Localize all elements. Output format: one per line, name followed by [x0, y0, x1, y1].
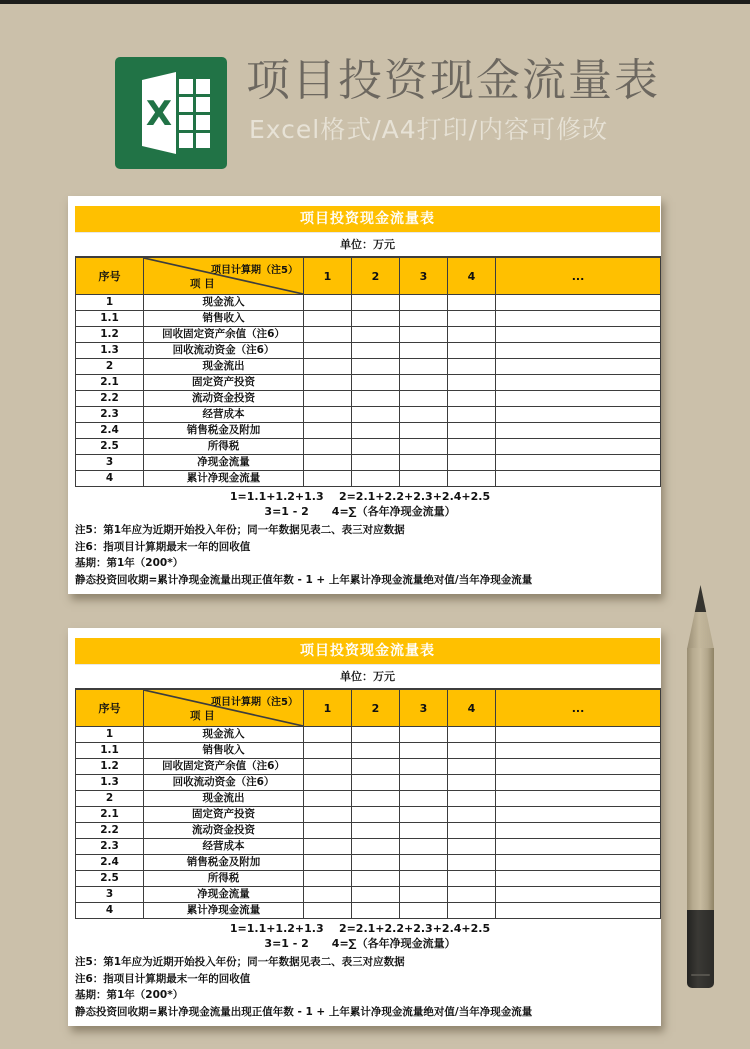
cash-flow-table — [75, 256, 661, 487]
row-number-cell: 1.1 — [76, 743, 144, 759]
corner-top-label: 项目计算期（注5） — [211, 265, 298, 276]
item-name-cell: 累计净现金流量 — [144, 903, 304, 919]
value-cell — [400, 839, 448, 855]
item-name-cell: 销售税金及附加 — [144, 423, 304, 439]
row-number-cell: 1.2 — [76, 327, 144, 343]
value-cell — [400, 471, 448, 487]
value-cell — [400, 855, 448, 871]
table-row — [76, 887, 661, 903]
value-cell — [496, 855, 661, 871]
value-cell — [304, 887, 352, 903]
table-row — [76, 871, 661, 887]
value-cell — [496, 471, 661, 487]
value-cell — [304, 903, 352, 919]
diagonal-header-cell — [144, 689, 304, 727]
item-name-cell: 回收流动资金（注6） — [144, 343, 304, 359]
value-cell — [304, 311, 352, 327]
table-row — [76, 327, 661, 343]
formula-line-2: 3=1 - 2 4=∑（各年净现金流量） — [264, 937, 456, 950]
table-row — [76, 343, 661, 359]
table-row — [76, 391, 661, 407]
note-payback-formula: 静态投资回收期=累计净现金流量出现正值年数 - 1 + 上年累计净现金流量绝对值/当年净现金流量 — [75, 573, 533, 586]
table-title-bar: 项目投资现金流量表 — [75, 638, 660, 665]
value-cell — [304, 455, 352, 471]
value-cell — [352, 423, 400, 439]
value-cell — [400, 871, 448, 887]
row-number-cell: 1.3 — [76, 343, 144, 359]
item-name-cell: 经营成本 — [144, 407, 304, 423]
value-cell — [448, 775, 496, 791]
value-cell — [400, 759, 448, 775]
table-title-bar: 项目投资现金流量表 — [75, 206, 660, 233]
value-cell — [352, 327, 400, 343]
period-col-header: 1 — [304, 689, 352, 727]
value-cell — [400, 359, 448, 375]
period-col-header: ... — [496, 689, 661, 727]
note-payback-formula: 静态投资回收期=累计净现金流量出现正值年数 - 1 + 上年累计净现金流量绝对值/当年净现金流量 — [75, 1005, 533, 1018]
value-cell — [448, 423, 496, 439]
value-cell — [352, 407, 400, 423]
row-number-cell: 2.2 — [76, 823, 144, 839]
value-cell — [448, 759, 496, 775]
value-cell — [304, 327, 352, 343]
value-cell — [496, 887, 661, 903]
value-cell — [448, 343, 496, 359]
value-cell — [448, 359, 496, 375]
value-cell — [496, 839, 661, 855]
table-row — [76, 311, 661, 327]
value-cell — [400, 727, 448, 743]
note-5: 注5：第1年应为近期开始投入年份；同一年数据见表二、表三对应数据 — [75, 956, 405, 968]
value-cell — [352, 791, 400, 807]
period-col-header: 2 — [352, 689, 400, 727]
table-row — [76, 759, 661, 775]
table-row — [76, 295, 661, 311]
row-number-cell: 2.3 — [76, 839, 144, 855]
value-cell — [448, 391, 496, 407]
value-cell — [400, 423, 448, 439]
value-cell — [352, 743, 400, 759]
value-cell — [304, 439, 352, 455]
row-number-cell: 2.5 — [76, 439, 144, 455]
value-cell — [304, 375, 352, 391]
value-cell — [352, 295, 400, 311]
value-cell — [352, 727, 400, 743]
value-cell — [352, 887, 400, 903]
period-col-header: ... — [496, 257, 661, 295]
cash-flow-table — [75, 688, 661, 919]
value-cell — [496, 727, 661, 743]
table-row — [76, 743, 661, 759]
value-cell — [448, 327, 496, 343]
sheet-2 — [68, 628, 661, 1026]
value-cell — [400, 887, 448, 903]
row-number-cell: 1 — [76, 295, 144, 311]
header-row — [76, 257, 661, 295]
note-6: 注6：指项目计算期最末一年的回收值 — [75, 972, 251, 985]
value-cell — [448, 855, 496, 871]
table-row — [76, 423, 661, 439]
item-name-cell: 固定资产投资 — [144, 807, 304, 823]
value-cell — [496, 407, 661, 423]
value-cell — [304, 823, 352, 839]
value-cell — [496, 871, 661, 887]
value-cell — [496, 823, 661, 839]
table-row — [76, 727, 661, 743]
value-cell — [304, 471, 352, 487]
value-cell — [304, 727, 352, 743]
table-row — [76, 855, 661, 871]
item-name-cell: 经营成本 — [144, 839, 304, 855]
row-number-cell: 1 — [76, 727, 144, 743]
period-col-header: 3 — [400, 257, 448, 295]
row-number-cell: 2 — [76, 791, 144, 807]
row-number-cell: 2.1 — [76, 375, 144, 391]
item-name-cell: 累计净现金流量 — [144, 471, 304, 487]
value-cell — [352, 775, 400, 791]
value-cell — [304, 743, 352, 759]
value-cell — [400, 375, 448, 391]
value-cell — [352, 359, 400, 375]
logo-letter: X — [145, 94, 173, 134]
value-cell — [400, 343, 448, 359]
period-col-header: 2 — [352, 257, 400, 295]
table-row — [76, 471, 661, 487]
value-cell — [496, 327, 661, 343]
item-name-cell: 销售税金及附加 — [144, 855, 304, 871]
value-cell — [352, 807, 400, 823]
value-cell — [304, 343, 352, 359]
table-row — [76, 455, 661, 471]
period-col-header: 3 — [400, 689, 448, 727]
value-cell — [304, 391, 352, 407]
table-row — [76, 807, 661, 823]
value-cell — [496, 775, 661, 791]
item-name-cell: 所得税 — [144, 871, 304, 887]
value-cell — [304, 871, 352, 887]
table-row — [76, 407, 661, 423]
value-cell — [400, 439, 448, 455]
value-cell — [400, 743, 448, 759]
index-col-header: 序号 — [76, 689, 144, 727]
value-cell — [400, 823, 448, 839]
item-name-cell: 净现金流量 — [144, 887, 304, 903]
value-cell — [448, 375, 496, 391]
value-cell — [352, 855, 400, 871]
item-name-cell: 现金流出 — [144, 359, 304, 375]
formula-line-1: 1=1.1+1.2+1.3 2=2.1+2.2+2.3+2.4+2.5 — [229, 490, 491, 503]
value-cell — [448, 823, 496, 839]
value-cell — [304, 359, 352, 375]
value-cell — [448, 407, 496, 423]
value-cell — [304, 295, 352, 311]
table-row — [76, 775, 661, 791]
item-name-cell: 所得税 — [144, 439, 304, 455]
header-row — [76, 689, 661, 727]
value-cell — [304, 423, 352, 439]
value-cell — [448, 455, 496, 471]
value-cell — [448, 871, 496, 887]
pencil-body — [687, 648, 714, 910]
value-cell — [448, 887, 496, 903]
value-cell — [448, 743, 496, 759]
value-cell — [304, 807, 352, 823]
formula-line-1: 1=1.1+1.2+1.3 2=2.1+2.2+2.3+2.4+2.5 — [229, 922, 491, 935]
unit-label: 单位：万元 — [340, 238, 395, 251]
pencil-lead-tip — [687, 585, 714, 612]
item-name-cell: 现金流入 — [144, 295, 304, 311]
diagonal-header-cell — [144, 257, 304, 295]
value-cell — [304, 855, 352, 871]
value-cell — [448, 295, 496, 311]
item-name-cell: 销售收入 — [144, 743, 304, 759]
row-number-cell: 1.3 — [76, 775, 144, 791]
value-cell — [400, 455, 448, 471]
table-row — [76, 375, 661, 391]
item-name-cell: 现金流出 — [144, 791, 304, 807]
item-name-cell: 回收固定资产余值（注6） — [144, 759, 304, 775]
row-number-cell: 3 — [76, 455, 144, 471]
value-cell — [496, 439, 661, 455]
top-edge-bar — [0, 0, 750, 4]
table-row — [76, 839, 661, 855]
value-cell — [496, 359, 661, 375]
value-cell — [400, 791, 448, 807]
value-cell — [352, 871, 400, 887]
index-col-header: 序号 — [76, 257, 144, 295]
value-cell — [496, 791, 661, 807]
table-row — [76, 823, 661, 839]
product-title: 项目投资现金流量表 — [246, 55, 660, 106]
value-cell — [400, 295, 448, 311]
value-cell — [304, 791, 352, 807]
value-cell — [400, 807, 448, 823]
item-name-cell: 流动资金投资 — [144, 823, 304, 839]
value-cell — [352, 391, 400, 407]
value-cell — [304, 839, 352, 855]
note-6: 注6：指项目计算期最末一年的回收值 — [75, 540, 251, 553]
value-cell — [304, 759, 352, 775]
value-cell — [400, 311, 448, 327]
value-cell — [496, 759, 661, 775]
value-cell — [496, 295, 661, 311]
table-row — [76, 439, 661, 455]
pencil-graphic — [687, 585, 714, 1000]
value-cell — [448, 839, 496, 855]
value-cell — [352, 455, 400, 471]
note-5: 注5：第1年应为近期开始投入年份；同一年数据见表二、表三对应数据 — [75, 524, 405, 536]
value-cell — [400, 775, 448, 791]
corner-bottom-label: 项 目 — [190, 710, 215, 722]
value-cell — [496, 375, 661, 391]
period-col-header: 4 — [448, 689, 496, 727]
row-number-cell: 2.5 — [76, 871, 144, 887]
value-cell — [448, 311, 496, 327]
item-name-cell: 流动资金投资 — [144, 391, 304, 407]
item-name-cell: 固定资产投资 — [144, 375, 304, 391]
table-row — [76, 791, 661, 807]
value-cell — [496, 343, 661, 359]
item-name-cell: 销售收入 — [144, 311, 304, 327]
value-cell — [496, 807, 661, 823]
row-number-cell: 2.1 — [76, 807, 144, 823]
value-cell — [400, 903, 448, 919]
row-number-cell: 4 — [76, 903, 144, 919]
value-cell — [400, 391, 448, 407]
table-row — [76, 359, 661, 375]
row-number-cell: 3 — [76, 887, 144, 903]
value-cell — [448, 727, 496, 743]
corner-bottom-label: 项 目 — [190, 278, 215, 290]
row-number-cell: 2.4 — [76, 423, 144, 439]
value-cell — [496, 423, 661, 439]
excel-logo-icon — [115, 57, 227, 169]
value-cell — [448, 439, 496, 455]
value-cell — [352, 343, 400, 359]
note-base-period: 基期：第1年（200*） — [75, 989, 184, 1001]
value-cell — [496, 311, 661, 327]
value-cell — [304, 407, 352, 423]
value-cell — [352, 839, 400, 855]
value-cell — [352, 759, 400, 775]
table-row — [76, 903, 661, 919]
product-subtitle: Excel格式/A4打印/内容可修改 — [249, 115, 609, 144]
item-name-cell: 现金流入 — [144, 727, 304, 743]
value-cell — [352, 439, 400, 455]
row-number-cell: 2.4 — [76, 855, 144, 871]
corner-top-label: 项目计算期（注5） — [211, 697, 298, 708]
value-cell — [352, 311, 400, 327]
value-cell — [400, 407, 448, 423]
value-cell — [496, 391, 661, 407]
item-name-cell: 回收流动资金（注6） — [144, 775, 304, 791]
formula-line-2: 3=1 - 2 4=∑（各年净现金流量） — [264, 505, 456, 518]
row-number-cell: 1.2 — [76, 759, 144, 775]
value-cell — [304, 775, 352, 791]
value-cell — [400, 327, 448, 343]
row-number-cell: 2 — [76, 359, 144, 375]
value-cell — [496, 455, 661, 471]
pencil-end-cap — [687, 910, 714, 988]
row-number-cell: 2.2 — [76, 391, 144, 407]
item-name-cell: 净现金流量 — [144, 455, 304, 471]
value-cell — [496, 903, 661, 919]
item-name-cell: 回收固定资产余值（注6） — [144, 327, 304, 343]
row-number-cell: 1.1 — [76, 311, 144, 327]
value-cell — [496, 743, 661, 759]
sheet-1 — [68, 196, 661, 594]
period-col-header: 4 — [448, 257, 496, 295]
note-base-period: 基期：第1年（200*） — [75, 557, 184, 569]
period-col-header: 1 — [304, 257, 352, 295]
value-cell — [352, 823, 400, 839]
value-cell — [352, 375, 400, 391]
value-cell — [352, 903, 400, 919]
value-cell — [448, 791, 496, 807]
row-number-cell: 2.3 — [76, 407, 144, 423]
unit-label: 单位：万元 — [340, 670, 395, 683]
value-cell — [448, 903, 496, 919]
value-cell — [352, 471, 400, 487]
row-number-cell: 4 — [76, 471, 144, 487]
value-cell — [448, 807, 496, 823]
value-cell — [448, 471, 496, 487]
